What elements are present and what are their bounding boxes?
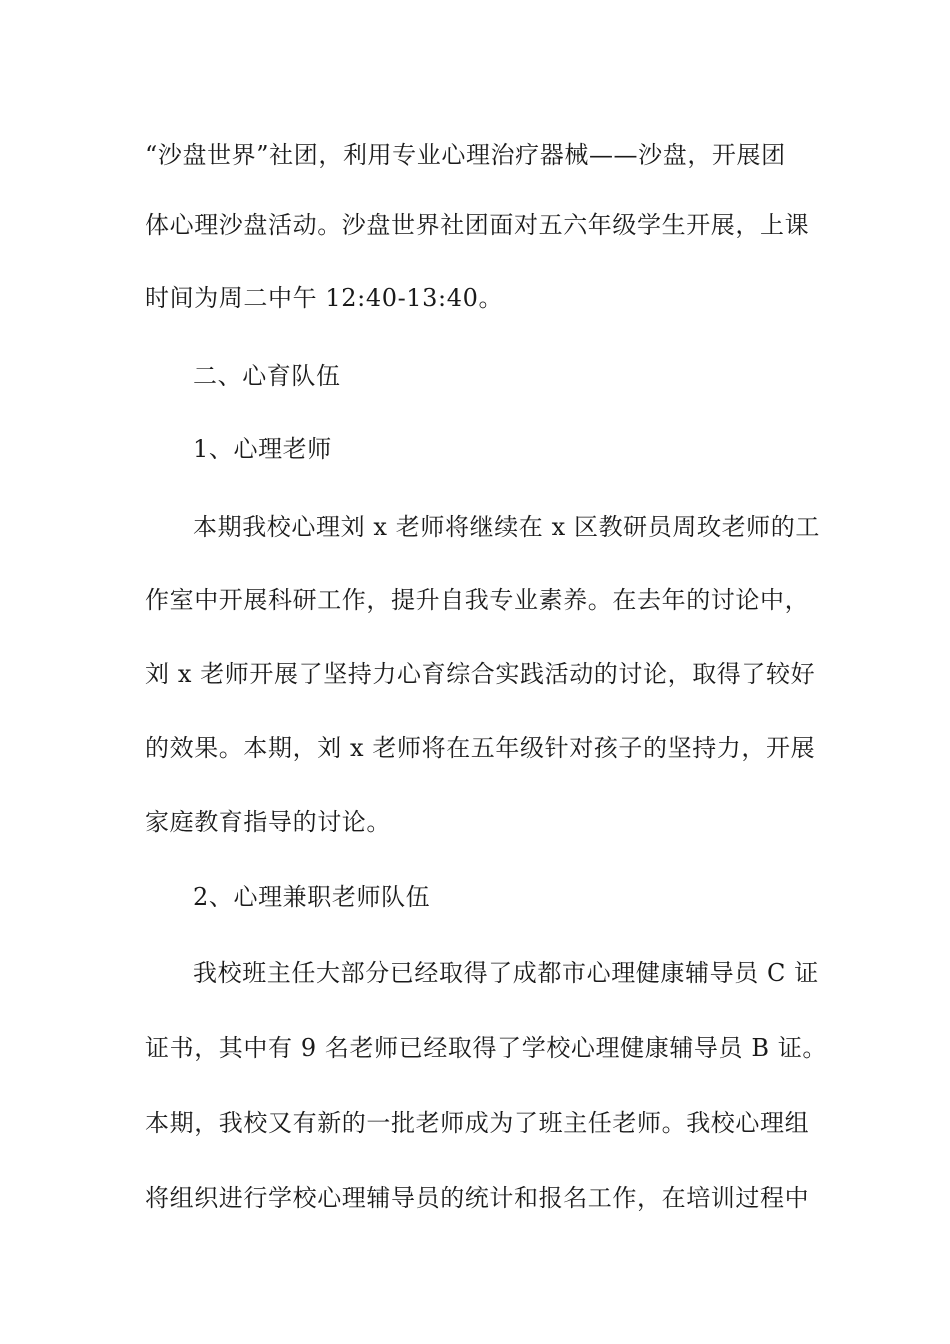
section-heading: 二、心育队伍	[193, 362, 341, 390]
paragraph-line: 我校班主任大部分已经取得了成都市心理健康辅导员 C 证	[193, 959, 819, 987]
paragraph-line: 的效果。本期，刘 x 老师将在五年级针对孩子的坚持力，开展	[145, 734, 816, 762]
paragraph-line: 体心理沙盘活动。沙盘世界社团面对五六年级学生开展，上课	[145, 211, 810, 239]
paragraph-line: 时间为周二中午 12:40-13:40。	[145, 284, 504, 312]
paragraph-line: 本期我校心理刘 x 老师将继续在 x 区教研员周玫老师的工	[193, 513, 820, 541]
paragraph-line: 刘 x 老师开展了坚持力心育综合实践活动的讨论，取得了较好	[145, 660, 816, 688]
paragraph-line: “沙盘世界”社团，利用专业心理治疗器械——沙盘，开展团	[145, 141, 786, 169]
subsection-heading: 1、心理老师	[193, 435, 332, 463]
paragraph-line: 家庭教育指导的讨论。	[145, 808, 391, 836]
paragraph-line: 将组织进行学校心理辅导员的统计和报名工作，在培训过程中	[145, 1184, 810, 1212]
subsection-heading: 2、心理兼职老师队伍	[193, 883, 431, 911]
paragraph-line: 本期，我校又有新的一批老师成为了班主任老师。我校心理组	[145, 1109, 810, 1137]
paragraph-line: 作室中开展科研工作，提升自我专业素养。在去年的讨论中，	[145, 586, 810, 614]
paragraph-line: 证书，其中有 9 名老师已经取得了学校心理健康辅导员 B 证。	[145, 1034, 828, 1062]
